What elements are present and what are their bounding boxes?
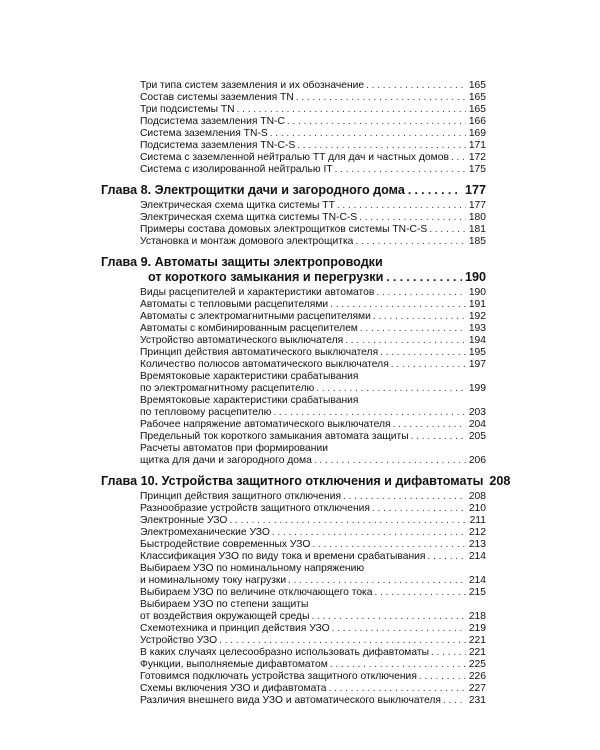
dot-leader	[393, 419, 466, 431]
toc-entry-title: Схемы включения УЗО и дифавтомата	[140, 683, 327, 694]
toc-entry-page: 225	[468, 659, 486, 670]
toc-entry	[140, 503, 486, 515]
toc-entry-title: Подсистема заземления TN-C	[140, 116, 285, 127]
dot-leader	[343, 491, 466, 503]
toc-entry-page: 169	[468, 128, 486, 139]
toc-entry-line2-row	[140, 455, 486, 467]
dot-leader	[314, 455, 466, 467]
toc-entry-title: Автоматы с электромагнитными расцепителями	[140, 311, 371, 322]
dot-leader	[229, 515, 466, 527]
dot-leader	[443, 695, 466, 707]
toc-entry	[140, 299, 486, 311]
toc-entry-title: Различия внешнего вида УЗО и автоматического выключателя	[140, 695, 441, 706]
toc-entry-page: 226	[468, 671, 486, 682]
toc-entry	[140, 359, 486, 371]
toc-entry-page: 166	[468, 116, 486, 127]
chapter-title-line1: Глава 9. Автоматы защиты электропроводки	[101, 255, 383, 269]
dot-leader	[219, 635, 466, 647]
toc-entry-title: Рабочее напряжение автоматического выключателя	[140, 419, 391, 430]
toc-entry-page: 181	[468, 224, 486, 235]
toc-entry-title: Принцип действия автоматического выключателя	[140, 347, 379, 358]
toc-entry	[140, 419, 486, 431]
chapter-page: 190	[464, 270, 486, 284]
dot-leader	[411, 431, 466, 443]
toc-entry	[140, 80, 486, 92]
toc-entry	[140, 152, 486, 164]
dot-leader	[311, 611, 466, 623]
toc-entry-title: Классификация УЗО по виду тока и времени срабатывания	[140, 551, 426, 562]
dot-leader	[375, 587, 466, 599]
toc-entry-title-line1: Выбираем УЗО по степени защиты	[140, 599, 309, 610]
toc-entry	[140, 236, 486, 248]
toc-entry-title: Установка и монтаж домового электрощитка	[140, 236, 354, 247]
toc-entry	[140, 695, 486, 707]
dot-leader	[451, 152, 466, 164]
toc-entry-page: 205	[468, 431, 486, 442]
chapter-9-heading	[101, 255, 486, 285]
chapter-page: 208	[489, 474, 511, 488]
dot-leader	[345, 335, 466, 347]
dot-leader	[335, 164, 466, 176]
toc-entry	[140, 212, 486, 224]
toc-entry-title: Система с заземленной нейтралью TT для дач и частных домов	[140, 152, 449, 163]
toc-entry-title: Выбираем УЗО по величине отключающего тока	[140, 587, 373, 598]
dot-leader	[272, 527, 466, 539]
toc-entry-title-line1: Выбираем УЗО по номинальному напряжению	[140, 563, 365, 574]
toc-entry-page: 194	[468, 335, 486, 346]
toc-entry-title: Электрическая схема щитка системы TN-C-S	[140, 212, 358, 223]
toc-entry-title: Устройство УЗО	[140, 635, 218, 646]
dot-leader	[386, 270, 462, 285]
toc-entry	[140, 371, 486, 395]
toc-entry-title: Принцип действия защитного отключения	[140, 491, 342, 502]
toc-entry-title: Быстродействие современных УЗО	[140, 539, 311, 550]
toc-entry-page: 208	[468, 491, 486, 502]
toc-entry	[140, 563, 486, 587]
toc-entry	[140, 491, 486, 503]
dot-leader	[337, 200, 466, 212]
toc-entry-page: 165	[468, 104, 486, 115]
toc-entry	[140, 659, 486, 671]
toc-entry-page: 231	[468, 695, 486, 706]
toc-entry-page: 219	[468, 623, 486, 634]
toc-entry	[140, 116, 486, 128]
toc-entry-page: 214	[468, 575, 486, 586]
toc-entry-page: 204	[468, 419, 486, 430]
toc-entry-line2-row	[140, 575, 486, 587]
toc-entry-page: 206	[468, 455, 486, 466]
toc-entry-page: 191	[468, 299, 486, 310]
toc-entry	[140, 164, 486, 176]
toc-entry-title: Разнообразие устройств защитного отключения	[140, 503, 370, 514]
dot-leader	[373, 311, 466, 323]
toc-entry-title-line1: Времятоковые характеристики срабатывания	[140, 395, 359, 406]
toc-entry	[140, 104, 486, 116]
toc-entry-title: Три типа систем заземления и их обозначение	[140, 80, 365, 91]
toc-entry-title-line2: и номинальному току нагрузки	[140, 575, 287, 586]
dot-leader	[330, 299, 466, 311]
dot-leader	[316, 383, 466, 395]
toc-entry-title: Состав системы заземления TN	[140, 92, 294, 103]
dot-leader	[376, 287, 466, 299]
toc-entry-page: 227	[468, 683, 486, 694]
toc-entry	[140, 683, 486, 695]
dot-leader	[372, 503, 466, 515]
toc-entry-page: 210	[468, 503, 486, 514]
toc-entry-title: Электрическая схема щитка системы TT	[140, 200, 335, 211]
toc-entry-title: Подсистема заземления TN-C-S	[140, 140, 296, 151]
toc-entry-page: 165	[468, 80, 486, 91]
toc-entry-page: 172	[468, 152, 486, 163]
toc-entry	[140, 671, 486, 683]
chapter-8-heading	[101, 183, 486, 198]
toc-entry	[140, 515, 486, 527]
toc-entry	[140, 623, 486, 635]
dot-leader	[273, 407, 466, 419]
dot-leader	[355, 236, 466, 248]
toc-entry-title: Система с изолированной нейтралью IT	[140, 164, 333, 175]
toc-entry-page: 177	[468, 200, 486, 211]
dot-leader	[428, 551, 466, 563]
toc-entry	[140, 431, 486, 443]
toc-entry-title-line1: Расчеты автоматов при формировании	[140, 443, 328, 454]
chapter-title: Глава 10. Устройства защитного отключения и дифавтоматы	[101, 474, 484, 488]
toc-entry-title-line1: Времятоковые характеристики срабатывания	[140, 371, 359, 382]
toc-entry-title: Автоматы с комбинированным расцепителем	[140, 323, 358, 334]
toc-entry-page: 215	[468, 587, 486, 598]
toc-entry	[140, 128, 486, 140]
toc-entry	[140, 311, 486, 323]
dot-leader	[419, 671, 466, 683]
dot-leader	[359, 212, 466, 224]
toc-entry-title-line2: по тепловому расцепителю	[140, 407, 272, 418]
toc-entry-page: 214	[468, 551, 486, 562]
toc-entry	[140, 599, 486, 623]
toc-entry-page: 195	[468, 347, 486, 358]
toc-entry-title: Устройство автоматического выключателя	[140, 335, 344, 346]
toc-entry-page: 175	[468, 164, 486, 175]
toc-entry-title: Примеры состава домовых электрощитков системы TN-C-S	[140, 224, 428, 235]
toc-entry	[140, 92, 486, 104]
dot-leader	[270, 128, 466, 140]
toc-entry-line2-row	[140, 407, 486, 419]
toc-entry-title: Предельный ток короткого замыкания автомата защиты	[140, 431, 409, 442]
toc-entry	[140, 551, 486, 563]
toc-entry-page: 203	[468, 407, 486, 418]
toc-entry-title-line2: от воздействия окружающей среды	[140, 611, 310, 622]
toc-entry	[140, 395, 486, 419]
toc-entry	[140, 287, 486, 299]
toc-entry-title: В каких случаях целесообразно использовать дифавтоматы	[140, 647, 429, 658]
toc-entry-page: 165	[468, 92, 486, 103]
toc-entry-page: 193	[468, 323, 486, 334]
dot-leader	[391, 359, 466, 371]
toc-entry	[140, 323, 486, 335]
toc-entry	[140, 635, 486, 647]
toc-entry-title: Автоматы с тепловыми расцепителями	[140, 299, 329, 310]
dot-leader	[288, 575, 466, 587]
toc-entry	[140, 539, 486, 551]
dot-leader	[287, 116, 466, 128]
toc-entry-page: 171	[468, 140, 486, 151]
dot-leader	[408, 183, 462, 198]
toc-entry-title: Схемотехника и принцип действия УЗО	[140, 623, 330, 634]
toc-entry-title-line2: по электромагнитному расцепителю	[140, 383, 315, 394]
dot-leader	[332, 623, 466, 635]
toc-entry-page: 221	[468, 635, 486, 646]
toc-entry-page: 218	[468, 611, 486, 622]
toc-entry-title: Три подсистемы TN	[140, 104, 235, 115]
toc-entry-page: 221	[468, 647, 486, 658]
toc-entry-title: Электромеханические УЗО	[140, 527, 270, 538]
dot-leader	[296, 92, 466, 104]
dot-leader	[360, 323, 466, 335]
dot-leader	[328, 683, 466, 695]
toc-entry-page: 190	[468, 287, 486, 298]
toc-entry-title: Количество полюсов автоматического выключателя	[140, 359, 389, 370]
toc-entry	[140, 335, 486, 347]
dot-leader	[380, 347, 466, 359]
toc-entry-line2-row	[140, 383, 486, 395]
toc-entry-page: 213	[468, 539, 486, 550]
toc-entry-page: 199	[468, 383, 486, 394]
dot-leader	[429, 224, 466, 236]
chapter-title-line2: от короткого замыкания и перегрузки	[148, 270, 384, 284]
toc-entry-title: Функции, выполняемые дифавтоматом	[140, 659, 328, 670]
dot-leader	[312, 539, 466, 551]
toc-entry	[140, 647, 486, 659]
toc-entry-page: 180	[468, 212, 486, 223]
chapter-10-heading	[101, 474, 511, 489]
toc-entry	[140, 527, 486, 539]
toc-entry-line2-row	[140, 611, 486, 623]
toc-entry-page: 211	[469, 515, 486, 526]
dot-leader	[431, 647, 466, 659]
toc-entry	[140, 587, 486, 599]
dot-leader	[297, 140, 466, 152]
toc-entry	[140, 140, 486, 152]
chapter-page: 177	[464, 183, 486, 197]
toc-entry-title: Готовимся подключать устройства защитного отключения	[140, 671, 417, 682]
toc-entry	[140, 224, 486, 236]
toc-entry-page: 197	[468, 359, 486, 370]
toc-entry-title: Виды расцепителей и характеристики автоматов	[140, 287, 375, 298]
toc-entry	[140, 347, 486, 359]
toc-entry-page: 192	[468, 311, 486, 322]
dot-leader	[237, 104, 466, 116]
toc-entry	[140, 200, 486, 212]
toc-entry-title: Система заземления TN-S	[140, 128, 268, 139]
dot-leader	[366, 80, 466, 92]
dot-leader	[330, 659, 466, 671]
chapter-title: Глава 8. Электрощитки дачи и загородного дома	[101, 183, 405, 197]
toc-entry-page: 212	[468, 527, 486, 538]
toc-entry-title-line2: щитка для дачи и загородного дома	[140, 455, 312, 466]
toc-entry	[140, 443, 486, 467]
toc-entry-title: Электронные УЗО	[140, 515, 228, 526]
toc-entry-page: 185	[468, 236, 486, 247]
chapter-title-line2-row	[101, 270, 486, 285]
